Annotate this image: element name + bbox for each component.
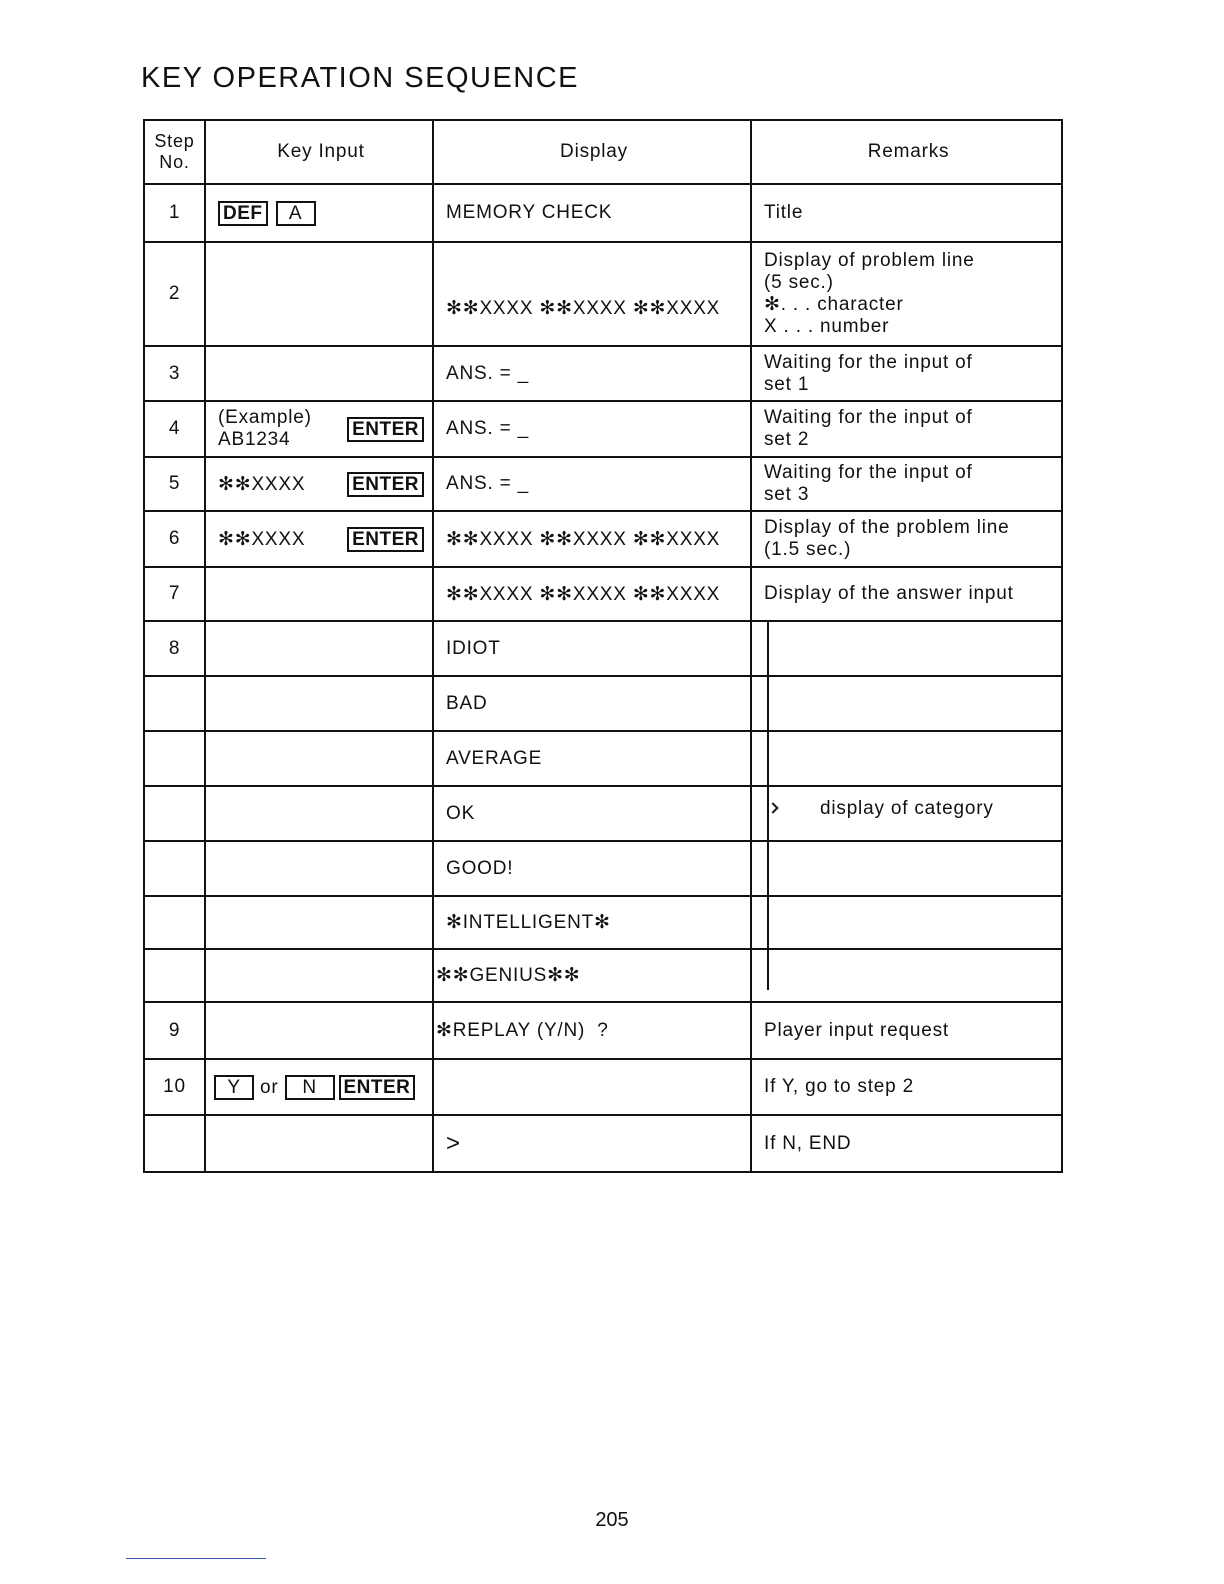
remarks-text <box>751 242 1062 346</box>
remarks-text <box>751 346 1062 401</box>
remarks-line: ✻. . . character <box>764 294 904 315</box>
key-input <box>205 949 433 1002</box>
key-input <box>205 184 433 242</box>
display-text: ✻✻XXXX ✻✻XXXX ✻✻XXXX <box>433 511 751 567</box>
enter-key: ENTER <box>339 1075 416 1100</box>
category-label: display of category <box>820 798 994 819</box>
remarks-line: set 3 <box>764 484 810 505</box>
table-row <box>144 896 1062 949</box>
step-number: 8 <box>144 621 205 676</box>
example-value: AB1234 <box>218 429 291 450</box>
step-number: 10 <box>144 1059 205 1115</box>
table-row <box>144 567 1062 621</box>
header-key-input: Key Input <box>205 120 433 184</box>
header-step-label: Step No. <box>154 131 195 172</box>
step-number <box>144 896 205 949</box>
header-display: Display <box>433 120 751 184</box>
display-text: BAD <box>433 676 751 731</box>
remarks-text <box>751 896 1062 949</box>
key-input <box>205 457 433 511</box>
step-number: 6 <box>144 511 205 567</box>
example-label: (Example) <box>218 407 312 428</box>
step-number: 5 <box>144 457 205 511</box>
table-row <box>144 1059 1062 1115</box>
n-key: N <box>285 1075 335 1100</box>
display-text: ✻✻XXXX ✻✻XXXX ✻✻XXXX <box>433 567 751 621</box>
key-input <box>205 511 433 567</box>
display-text: ✻✻XXXX ✻✻XXXX ✻✻XXXX <box>433 242 751 346</box>
key-input <box>205 1115 433 1172</box>
step-number <box>144 1115 205 1172</box>
step-number: 4 <box>144 401 205 457</box>
key-input <box>205 242 433 346</box>
step-number: 3 <box>144 346 205 401</box>
key-input <box>205 786 433 841</box>
remarks-text <box>751 457 1062 511</box>
a-key: A <box>276 201 316 226</box>
table-row <box>144 841 1062 896</box>
step-number: 9 <box>144 1002 205 1059</box>
remarks-text <box>751 511 1062 567</box>
input-value: ✻✻XXXX <box>218 528 306 550</box>
display-text: ANS. = _ <box>433 346 751 401</box>
table-row <box>144 676 1062 731</box>
table-row <box>144 621 1062 676</box>
step-number <box>144 949 205 1002</box>
display-text: ✻INTELLIGENT✻ <box>433 896 751 949</box>
table-row <box>144 1115 1062 1172</box>
enter-key: ENTER <box>347 417 424 442</box>
remarks-line: set 1 <box>764 373 810 395</box>
display-text: ANS. = _ <box>433 401 751 457</box>
key-input <box>205 621 433 676</box>
remarks-text <box>751 841 1062 896</box>
table-row <box>144 184 1062 242</box>
display-text: GOOD! <box>433 841 751 896</box>
key-input <box>205 896 433 949</box>
step-number <box>144 786 205 841</box>
header-remarks: Remarks <box>751 120 1062 184</box>
or-text: or <box>260 1076 279 1098</box>
table-row <box>144 731 1062 786</box>
table-row <box>144 346 1062 401</box>
step-number: 2 <box>144 242 205 346</box>
remarks-line: Display of problem line <box>764 250 975 271</box>
display-text: > <box>433 1115 751 1172</box>
remarks-line: (5 sec.) <box>764 272 834 293</box>
remarks-text <box>751 676 1062 731</box>
table-row <box>144 457 1062 511</box>
footer-rule <box>126 1558 266 1559</box>
y-key: Y <box>214 1075 254 1100</box>
display-text: IDIOT <box>433 621 751 676</box>
remarks-text <box>751 949 1062 1002</box>
remarks-text: Title <box>751 184 1062 242</box>
key-input <box>205 1059 433 1115</box>
display-text: OK <box>433 786 751 841</box>
remarks-line: Waiting for the input of <box>764 407 973 428</box>
display-text: ANS. = _ <box>433 457 751 511</box>
key-input <box>205 401 433 457</box>
remarks-line: (1.5 sec.) <box>764 539 852 560</box>
remarks-text <box>751 401 1062 457</box>
def-key: DEF <box>218 201 268 226</box>
step-number <box>144 676 205 731</box>
remarks-text: Display of the answer input <box>751 567 1062 621</box>
table-row <box>144 511 1062 567</box>
display-text: ✻REPLAY (Y/N) ? <box>433 1002 751 1059</box>
remarks-line: X . . . number <box>764 316 890 337</box>
remarks-line: set 2 <box>764 429 810 450</box>
header-step <box>144 120 205 184</box>
remarks-text: If Y, go to step 2 <box>751 1059 1062 1115</box>
input-value: ✻✻XXXX <box>218 473 306 495</box>
remarks-text: If N, END <box>751 1115 1062 1172</box>
step-number <box>144 841 205 896</box>
key-input <box>205 567 433 621</box>
display-text: MEMORY CHECK <box>433 184 751 242</box>
page-number: 205 <box>595 1509 629 1531</box>
display-text: AVERAGE <box>433 731 751 786</box>
header-row <box>144 120 1062 184</box>
remarks-line: Display of the problem line <box>764 517 1010 538</box>
page-title: KEY OPERATION SEQUENCE <box>141 62 580 94</box>
table-row <box>144 949 1062 1002</box>
enter-key: ENTER <box>347 472 424 497</box>
remarks-text: Player input request <box>751 1002 1062 1059</box>
key-input <box>205 731 433 786</box>
step-number: 7 <box>144 567 205 621</box>
remarks-text <box>751 731 1062 786</box>
key-input <box>205 841 433 896</box>
display-text <box>433 1059 751 1115</box>
remarks-line: Waiting for the input of <box>764 462 973 483</box>
step-number <box>144 731 205 786</box>
table-row <box>144 242 1062 346</box>
remarks-text <box>751 621 1062 676</box>
key-operation-table <box>143 119 1063 1173</box>
table-row <box>144 401 1062 457</box>
display-text: ✻✻GENIUS✻✻ <box>433 949 751 1002</box>
step-number: 1 <box>144 184 205 242</box>
key-input <box>205 1002 433 1059</box>
key-input <box>205 346 433 401</box>
key-input <box>205 676 433 731</box>
enter-key: ENTER <box>347 527 424 552</box>
table-row <box>144 1002 1062 1059</box>
remarks-line: Waiting for the input of <box>764 351 973 373</box>
